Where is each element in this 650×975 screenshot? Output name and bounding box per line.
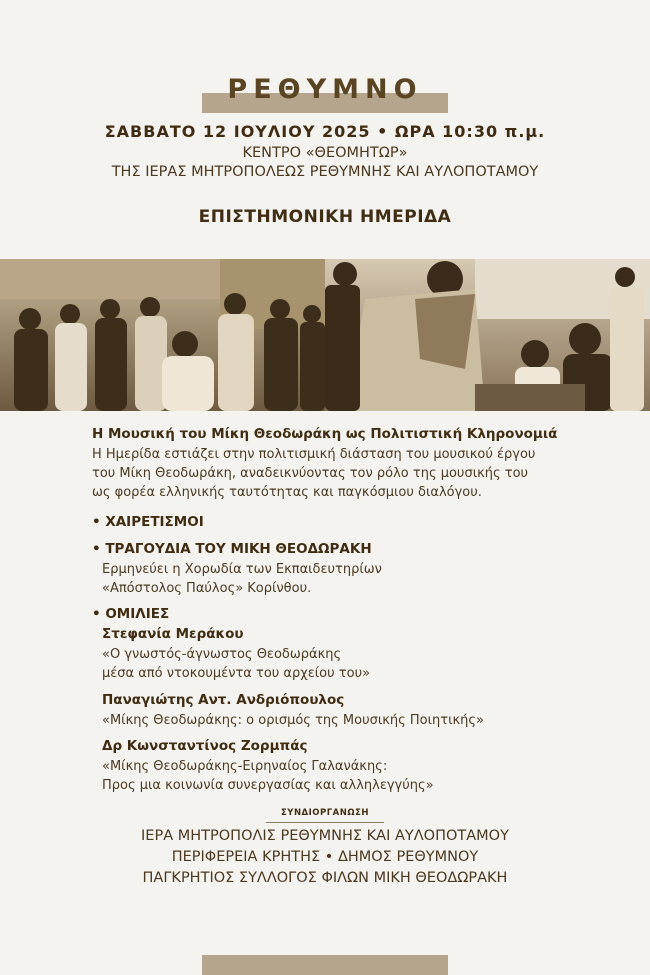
bottom-accent-bar: [202, 955, 448, 975]
venue-line-2: ΤΗΣ ΙΕΡΑΣ ΜΗΤΡΟΠΟΛΕΩΣ ΡΕΘΥΜΝΗΣ ΚΑΙ ΑΥΛΟΠΟΤΑΜΟΥ: [111, 164, 539, 180]
intro-line: Η Ημερίδα εστιάζει στην πολιτισμική διάσταση του μουσικού έργου: [92, 447, 536, 462]
intro-line: ως φορέα ελληνικής ταυτότητας και παγκόσμιου διαλόγου.: [92, 485, 482, 500]
intro-line: του Μίκη Θεοδωράκη, αναδεικνύοντας τον ρόλο της μουσικής του: [92, 466, 529, 481]
speaker-name: Στεφανία Μεράκου: [102, 626, 244, 642]
talk-title-line: «Ο γνωστός-άγνωστος Θεοδωράκης: [102, 647, 342, 662]
speaker-name: Δρ Κωνσταντίνος Ζορμπάς: [102, 738, 308, 754]
songs-line: «Απόστολος Παύλος» Κορίνθου.: [102, 581, 312, 596]
speaker-name: Παναγιώτης Αντ. Ανδριόπουλος: [102, 692, 345, 708]
city-title: ΡΕΘΥΜΝΟ: [227, 74, 423, 105]
intro-paragraph: [92, 445, 572, 502]
date-time-line: ΣΑΒΒΑΤΟ 12 ΙΟΥΛΙΟΥ 2025 • ΩΡΑ 10:30 π.μ.: [104, 122, 546, 141]
talk-title-line: Προς μια κοινωνία συνεργασίας και αλληλεγγύης»: [102, 778, 434, 793]
co-organizer-line: ΠΕΡΙΦΕΡΕΙΑ ΚΡΗΤΗΣ • ΔΗΜΟΣ ΡΕΘΥΜΝΟΥ: [171, 849, 479, 865]
talk-title-line: «Μίκης Θεοδωράκης: ο ορισμός της Μουσικής Ποιητικής»: [102, 713, 484, 728]
section-greetings: • ΧΑΙΡΕΤΙΣΜΟΙ: [92, 514, 204, 530]
meeting-photo: [325, 259, 650, 411]
event-title: ΕΠΙΣΤΗΜΟΝΙΚΗ ΗΜΕΡΙΔΑ: [198, 207, 452, 227]
section-talks: • ΟΜΙΛΙΕΣ: [92, 606, 170, 622]
co-organization-divider: [266, 822, 384, 823]
talk-title-line: μέσα από ντοκουμέντα του αρχείου του»: [102, 666, 371, 681]
co-organizer-line: ΠΑΓΚΡΗΤΙΟΣ ΣΥΛΛΟΓΟΣ ΦΙΛΩΝ ΜΙΚΗ ΘΕΟΔΩΡΑΚΗ: [142, 870, 508, 886]
historic-photo-strip: [0, 259, 650, 411]
talk-title-line: «Μίκης Θεοδωράκης-Ειρηναίος Γαλανάκης:: [102, 759, 388, 774]
co-organizer-line: ΙΕΡΑ ΜΗΤΡΟΠΟΛΙΣ ΡΕΘΥΜΝΗΣ ΚΑΙ ΑΥΛΟΠΟΤΑΜΟΥ: [141, 828, 509, 844]
venue-line-1: ΚΕΝΤΡΟ «ΘΕΟΜΗΤΩΡ»: [242, 145, 408, 161]
intro-title: Η Μουσική του Μίκη Θεοδωράκη ως Πολιτιστική Κληρονομιά: [92, 426, 558, 442]
songs-line: Ερμηνεύει η Χορωδία των Εκπαιδευτηρίων: [102, 562, 382, 577]
co-organization-label: ΣΥΝΔΙΟΡΓΑΝΩΣΗ: [280, 808, 370, 818]
section-songs: • ΤΡΑΓΟΥΔΙΑ ΤΟΥ ΜΙΚΗ ΘΕΟΔΩΡΑΚΗ: [92, 541, 372, 557]
crowd-photo: [0, 259, 325, 411]
